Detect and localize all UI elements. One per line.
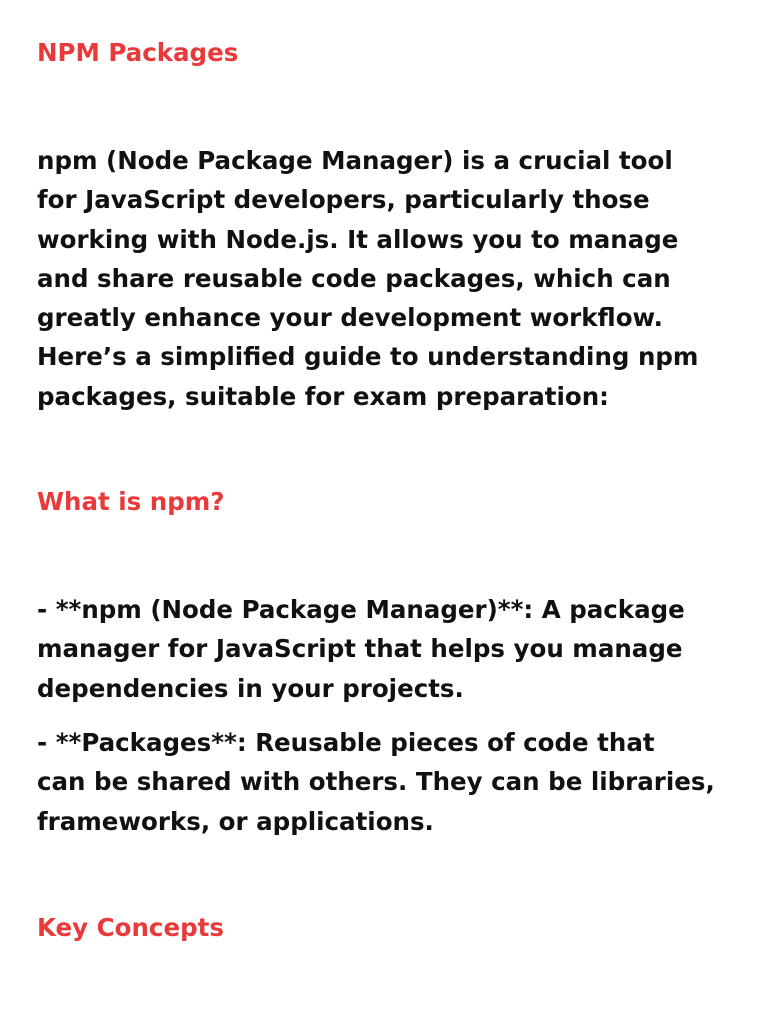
section-heading-what-is-npm: What is npm? — [37, 487, 225, 516]
intro-paragraph — [37, 141, 698, 416]
document-title: NPM Packages — [37, 38, 239, 67]
intro-line: npm (Node Package Manager) is a crucial tool — [37, 146, 673, 175]
bullet-line: - **npm (Node Package Manager)**: A package — [37, 595, 685, 624]
intro-line: greatly enhance your development workflow. — [37, 303, 663, 333]
intro-line: working with Node.js. It allows you to manage — [37, 224, 679, 254]
intro-line: and share reusable code packages, which can — [37, 263, 671, 293]
intro-line: packages, suitable for exam preparation: — [37, 381, 609, 411]
bullet-line: manager for JavaScript that helps you manage — [37, 634, 683, 664]
bullet-item-packages — [37, 723, 715, 841]
bullet-line: can be shared with others. They can be libraries, — [37, 767, 715, 797]
intro-line: for JavaScript developers, particularly those — [37, 185, 650, 215]
bullet-item-npm — [37, 590, 685, 708]
intro-line: Here’s a simplified guide to understanding npm — [37, 342, 699, 372]
section-heading-key-concepts: Key Concepts — [37, 913, 224, 942]
bullet-line: - **Packages**: Reusable pieces of code that — [37, 728, 655, 757]
bullet-line: frameworks, or applications. — [37, 806, 434, 836]
bullet-line: dependencies in your projects. — [37, 673, 464, 703]
